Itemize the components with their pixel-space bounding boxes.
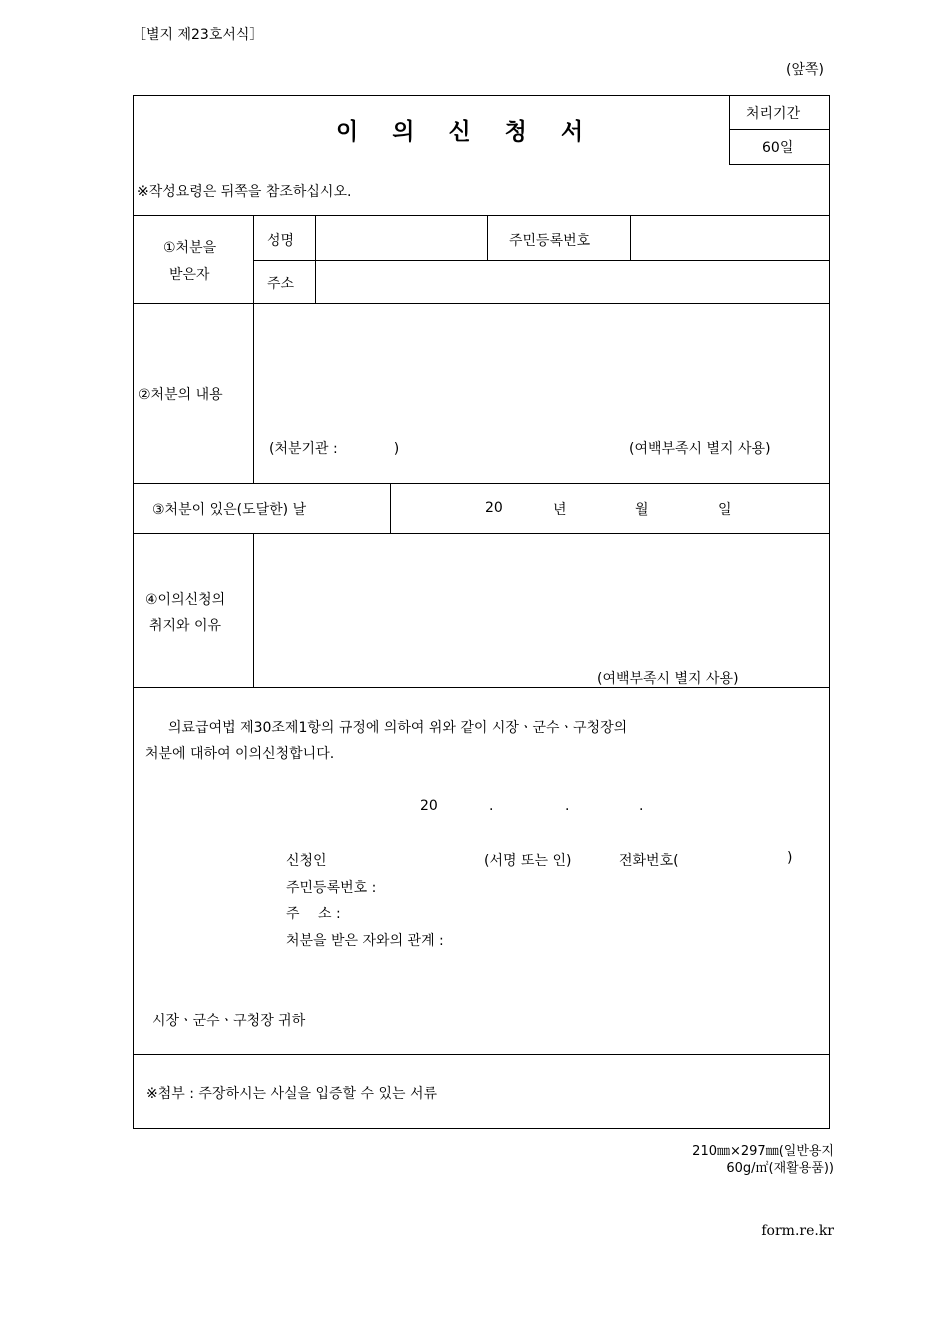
section2-label: ②처분의 내용 — [138, 387, 223, 403]
divider — [390, 483, 391, 533]
signature-label: (서명 또는 인) — [484, 853, 572, 869]
paper-weight: 60g/㎡(재활용품)) — [726, 1161, 834, 1176]
divider — [315, 216, 316, 303]
divider — [487, 216, 488, 260]
date-dot: . — [489, 798, 494, 814]
disposition-content-input[interactable] — [260, 310, 824, 425]
processing-period-value: 60일 — [762, 140, 794, 156]
declaration-text: 의료급여법 제30조제1항의 규정에 의하여 위와 같이 시장ㆍ군수ㆍ구청장의 — [168, 720, 628, 736]
divider — [133, 483, 830, 484]
processing-box-mid — [729, 129, 829, 130]
date-dot: . — [639, 798, 644, 814]
relation-label: 처분을 받은 자와의 관계 : — [286, 933, 444, 949]
site-watermark: form.re.kr — [761, 1223, 834, 1239]
rrn-input[interactable] — [636, 224, 824, 254]
applicant-label: 신청인 — [286, 853, 327, 869]
phone-close: ) — [787, 850, 793, 866]
phone-label: 전화번호( — [619, 853, 679, 869]
application-date-prefix: 20 — [420, 798, 438, 814]
address-input[interactable] — [320, 267, 820, 297]
section1-label: 받은자 — [169, 267, 210, 283]
date-day: 일 — [718, 502, 732, 518]
processing-box-bottom — [729, 164, 829, 165]
form-number: ［별지 제23호서식］ — [132, 27, 264, 43]
form-title: 이 의 신 청 서 — [336, 119, 597, 145]
extra-sheet-note: (여백부족시 별지 사용) — [629, 441, 771, 457]
address-label: 주소 — [267, 276, 295, 292]
applicant-address-label: 주 소 : — [286, 906, 341, 922]
extra-sheet-note: (여백부족시 별지 사용) — [597, 671, 739, 687]
section3-label: ③처분이 있은(도달한) 날 — [152, 502, 307, 518]
divider — [253, 216, 254, 483]
divider — [133, 215, 830, 216]
processing-box-left — [729, 96, 730, 164]
declaration-text: 처분에 대하여 이의신청합니다. — [145, 746, 335, 762]
date-year-prefix: 20 — [485, 500, 503, 516]
section1-label: ①처분을 — [163, 240, 217, 256]
section4-label: ④이의신청의 — [145, 592, 226, 608]
divider — [630, 216, 631, 260]
date-year: 년 — [553, 502, 567, 518]
front-side-label: (앞쪽) — [786, 62, 824, 78]
date-month: 월 — [635, 502, 649, 518]
divider — [253, 533, 254, 687]
divider — [133, 303, 830, 304]
divider — [133, 1054, 830, 1055]
paper-size: 210㎜×297㎜(일반용지 — [692, 1144, 834, 1159]
rrn-label: 주민등록번호 — [509, 233, 591, 249]
processing-period-label: 처리기간 — [746, 106, 801, 122]
name-label: 성명 — [267, 233, 295, 249]
section4-label: 취지와 이유 — [149, 618, 222, 634]
applicant-rrn-label: 주민등록번호 : — [286, 880, 377, 896]
date-dot: . — [565, 798, 570, 814]
objection-reason-input[interactable] — [260, 540, 824, 658]
disposition-agency: (처분기관 : ) — [269, 441, 400, 457]
name-input[interactable] — [320, 224, 480, 254]
divider — [133, 533, 830, 534]
recipient: 시장ㆍ군수ㆍ구청장 귀하 — [152, 1013, 306, 1029]
attachment-note: ※첨부 : 주장하시는 사실을 입증할 수 있는 서류 — [146, 1086, 438, 1102]
divider — [253, 260, 830, 261]
instruction-note: ※작성요령은 뒤쪽을 참조하십시오. — [137, 184, 352, 200]
